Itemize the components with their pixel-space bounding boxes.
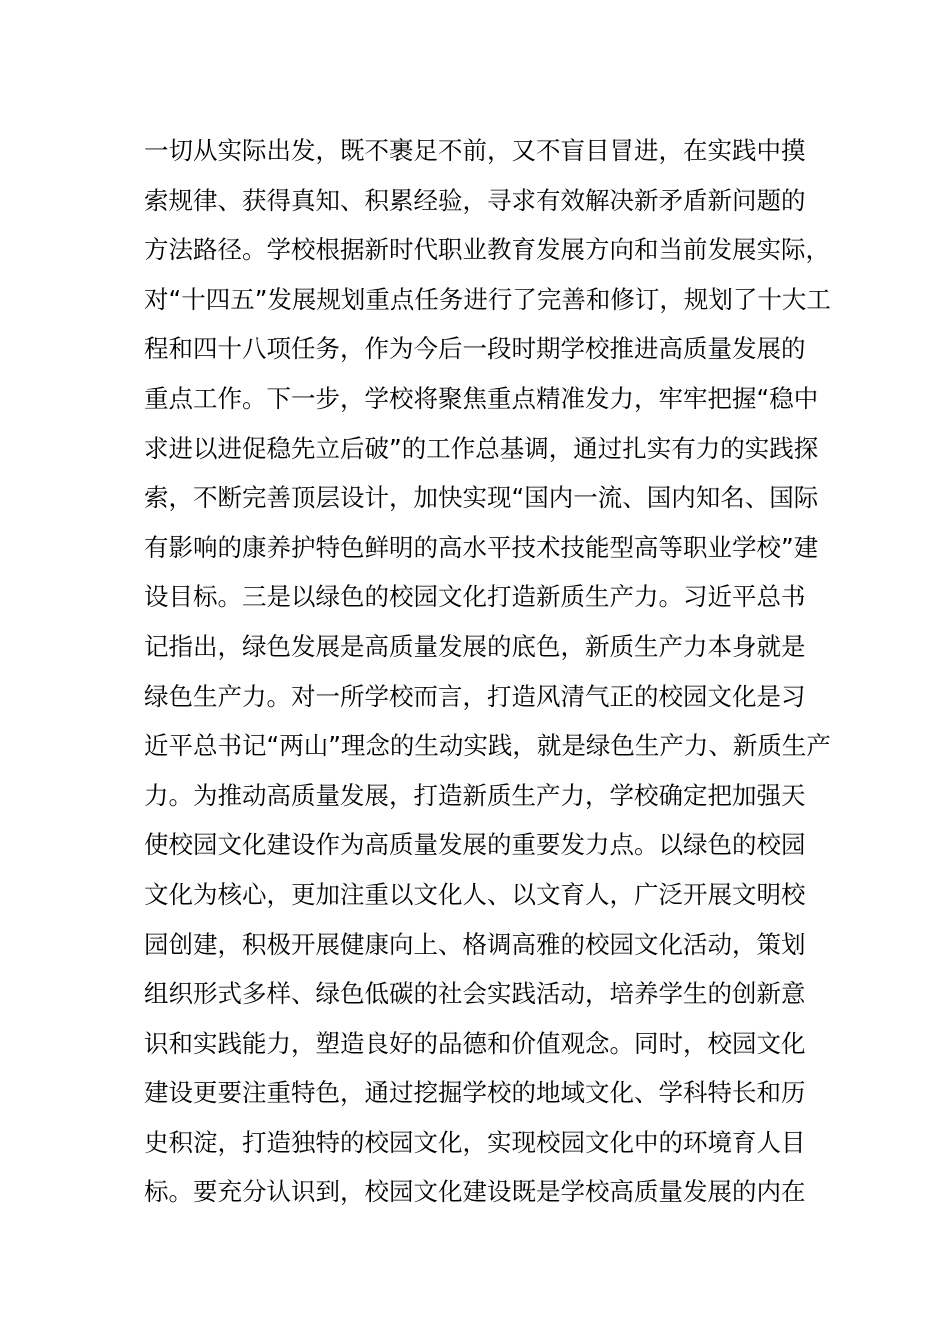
text-line: 使校园文化建设作为高质量发展的重要发力点。以绿色的校园 bbox=[144, 830, 806, 860]
text-line: 有影响的康养护特色鲜明的高水平技术技能型高等职业学校”建 bbox=[144, 532, 819, 562]
body-paragraph bbox=[144, 126, 831, 1217]
text-line: 索，不断完善顶层设计，加快实现“国内一流、国内知名、国际 bbox=[144, 483, 819, 513]
text-line: 史积淀，打造独特的校园文化，实现校园文化中的环境育人目 bbox=[144, 1127, 806, 1157]
text-line: 绿色生产力。对一所学校而言，打造风清气正的校园文化是习 bbox=[144, 681, 806, 711]
text-line: 重点工作。下一步，学校将聚焦重点精准发力，牢牢把握“稳中 bbox=[144, 383, 819, 413]
text-line: 程和四十八项任务，作为今后一段时期学校推进高质量发展的 bbox=[144, 334, 806, 364]
text-line: 对“十四五”发展规划重点任务进行了完善和修订，规划了十大工 bbox=[144, 284, 831, 314]
text-line: 组织形式多样、绿色低碳的社会实践活动，培养学生的创新意 bbox=[144, 979, 806, 1009]
text-line: 设目标。三是以绿色的校园文化打造新质生产力。习近平总书 bbox=[144, 582, 806, 612]
text-line: 识和实践能力，塑造良好的品德和价值观念。同时，校园文化 bbox=[144, 1028, 806, 1058]
text-line: 文化为核心，更加注重以文化人、以文育人，广泛开展文明校 bbox=[144, 879, 806, 909]
text-line: 近平总书记“两山”理念的生动实践，就是绿色生产力、新质生产 bbox=[144, 731, 831, 761]
text-line: 一切从实际出发，既不裹足不前，又不盲目冒进，在实践中摸 bbox=[144, 136, 806, 165]
text-line: 索规律、获得真知、积累经验，寻求有效解决新矛盾新问题的 bbox=[144, 185, 806, 215]
text-line: 园创建，积极开展健康向上、格调高雅的校园文化活动，策划 bbox=[144, 929, 806, 959]
text-line: 方法路径。学校根据新时代职业教育发展方向和当前发展实际， bbox=[144, 235, 830, 265]
text-line: 建设更要注重特色，通过挖掘学校的地域文化、学科特长和历 bbox=[144, 1078, 806, 1108]
text-line: 记指出，绿色发展是高质量发展的底色，新质生产力本身就是 bbox=[144, 631, 806, 661]
text-line: 标。要充分认识到，校园文化建设既是学校高质量发展的内在 bbox=[144, 1177, 806, 1207]
text-line: 力。为推动高质量发展，打造新质生产力，学校确定把加强天 bbox=[144, 780, 806, 810]
text-line: 求进以进促稳先立后破”的工作总基调，通过扎实有力的实践探 bbox=[144, 433, 819, 463]
